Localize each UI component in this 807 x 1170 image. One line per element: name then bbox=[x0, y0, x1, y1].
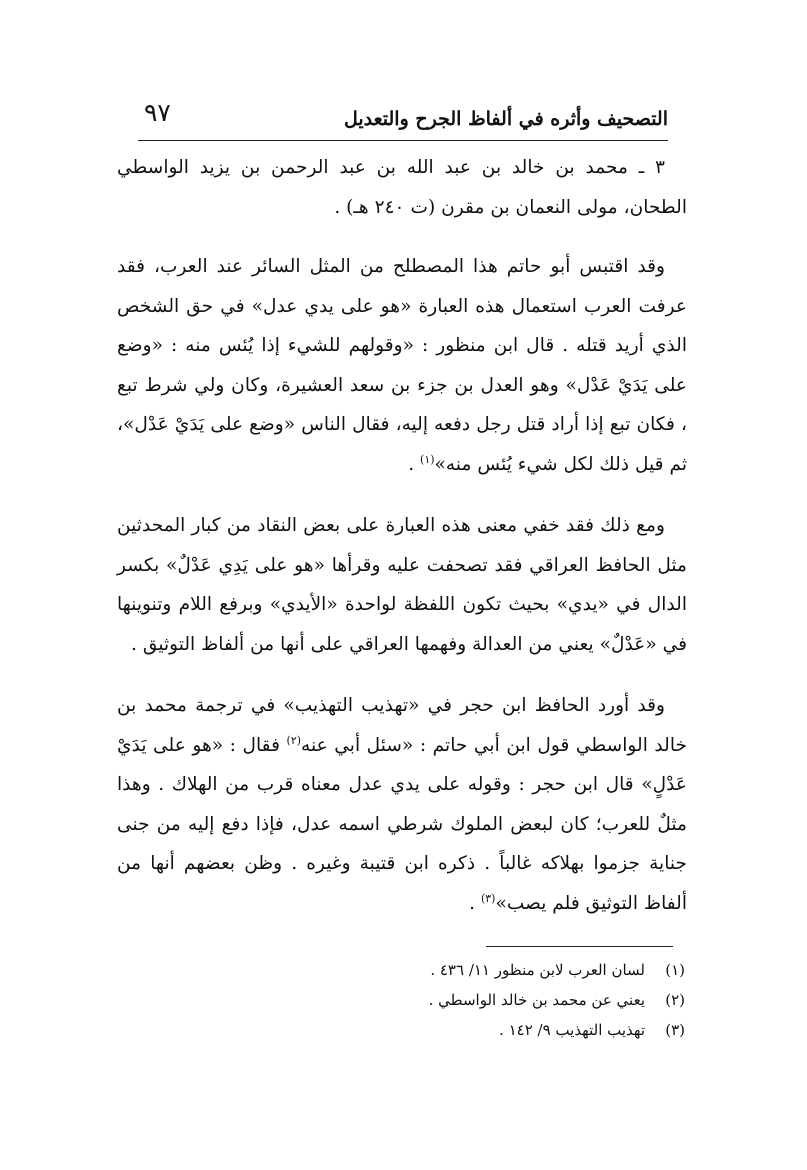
paragraph-ibn-hajar: وقد أورد الحافظ ابن حجر في «تهذيب التهذيب» في ترجمة محمد بن خالد الواسطي قول ابن أبي حاتم : «سئل أبي عنه$^{(٢)}$ فقال : «هو على يَدَيْ عَدْلٍ» قال ابن حجر : وقوله على يدي عدل معناه قرب من الهلاك . وهذا مثلٌ للعرب؛ كان لبعض الملوك شرطي اسمه عدل، فإذا دفع إليه من جنى جناية جزموا بهلاكه غالباً . ذكره ابن قتيبة وغيره . وظن بعضهم أنها من ألفاظ التوثيق فلم يصب»$^{(٣)}$ . bbox=[117, 695, 687, 914]
footnote-3: (٣) تهذيب التهذيب ٩/ ١٤٢ . bbox=[499, 1021, 685, 1039]
footnote-marker-2[interactable]: (٢) bbox=[286, 733, 302, 747]
footnote-2: (٢) يعني عن محمد بن خالد الواسطي . bbox=[428, 991, 685, 1009]
paragraph-proverb-origin: وقد اقتبس أبو حاتم هذا المصطلح من المثل السائر عند العرب، فقد عرفت العرب استعمال هذه العبارة «هو على يدي عدل» في حق الشخص الذي أريد قتله . قال ابن منظور : «وقولهم للشيء إذا يُئس منه : «وضع على يَدَيْ عَدْل» وهو العدل بن جزء بن سعد العشيرة، وكان ولي شرط تبع ، فكان تبع إذا أراد قتل رجل دفعه إليه، فقال الناس «وضع على يَدَيْ عَدْل»، ثم قيل ذلك لكل شيء يُئس منه»$^{(١)}$ . bbox=[117, 256, 687, 475]
paragraph-iraqi-misreading: ومع ذلك فقد خفي معنى هذه العبارة على بعض النقاد من كبار المحدثين مثل الحافظ العراقي فقد تصحفت عليه وقرأها «هو على يَدِي عَدْلٌ» بكسر الدال في «يدي» بحيث تكون اللفظة لواحدة «الأيدي» وبرفع اللام وتنوينها في «عَدْلٌ» يعني من العدالة وفهمها العراقي على أنها من ألفاظ التوثيق . bbox=[117, 515, 687, 655]
running-title: التصحيف وأثره في ألفاظ الجرح والتعديل bbox=[343, 108, 668, 130]
page-header bbox=[138, 96, 668, 141]
footnote-marker-3[interactable]: (٣) bbox=[480, 891, 496, 905]
footnote-marker-1[interactable]: (١) bbox=[420, 452, 435, 466]
paragraph-entry-3: ٣ ـ محمد بن خالد بن عبد الله بن عبد الرحمن بن يزيد الواسطي الطحان، مولى النعمان بن مقرن (ت ٢٤٠ هـ) . bbox=[117, 157, 687, 218]
footnotes bbox=[300, 955, 685, 1045]
footnote-1: (١) لسان العرب لابن منظور ١١/ ٤٣٦ . bbox=[430, 961, 685, 979]
footnote-divider bbox=[486, 946, 673, 947]
page-number: ٩٧ bbox=[144, 98, 171, 127]
main-text bbox=[117, 148, 687, 945]
